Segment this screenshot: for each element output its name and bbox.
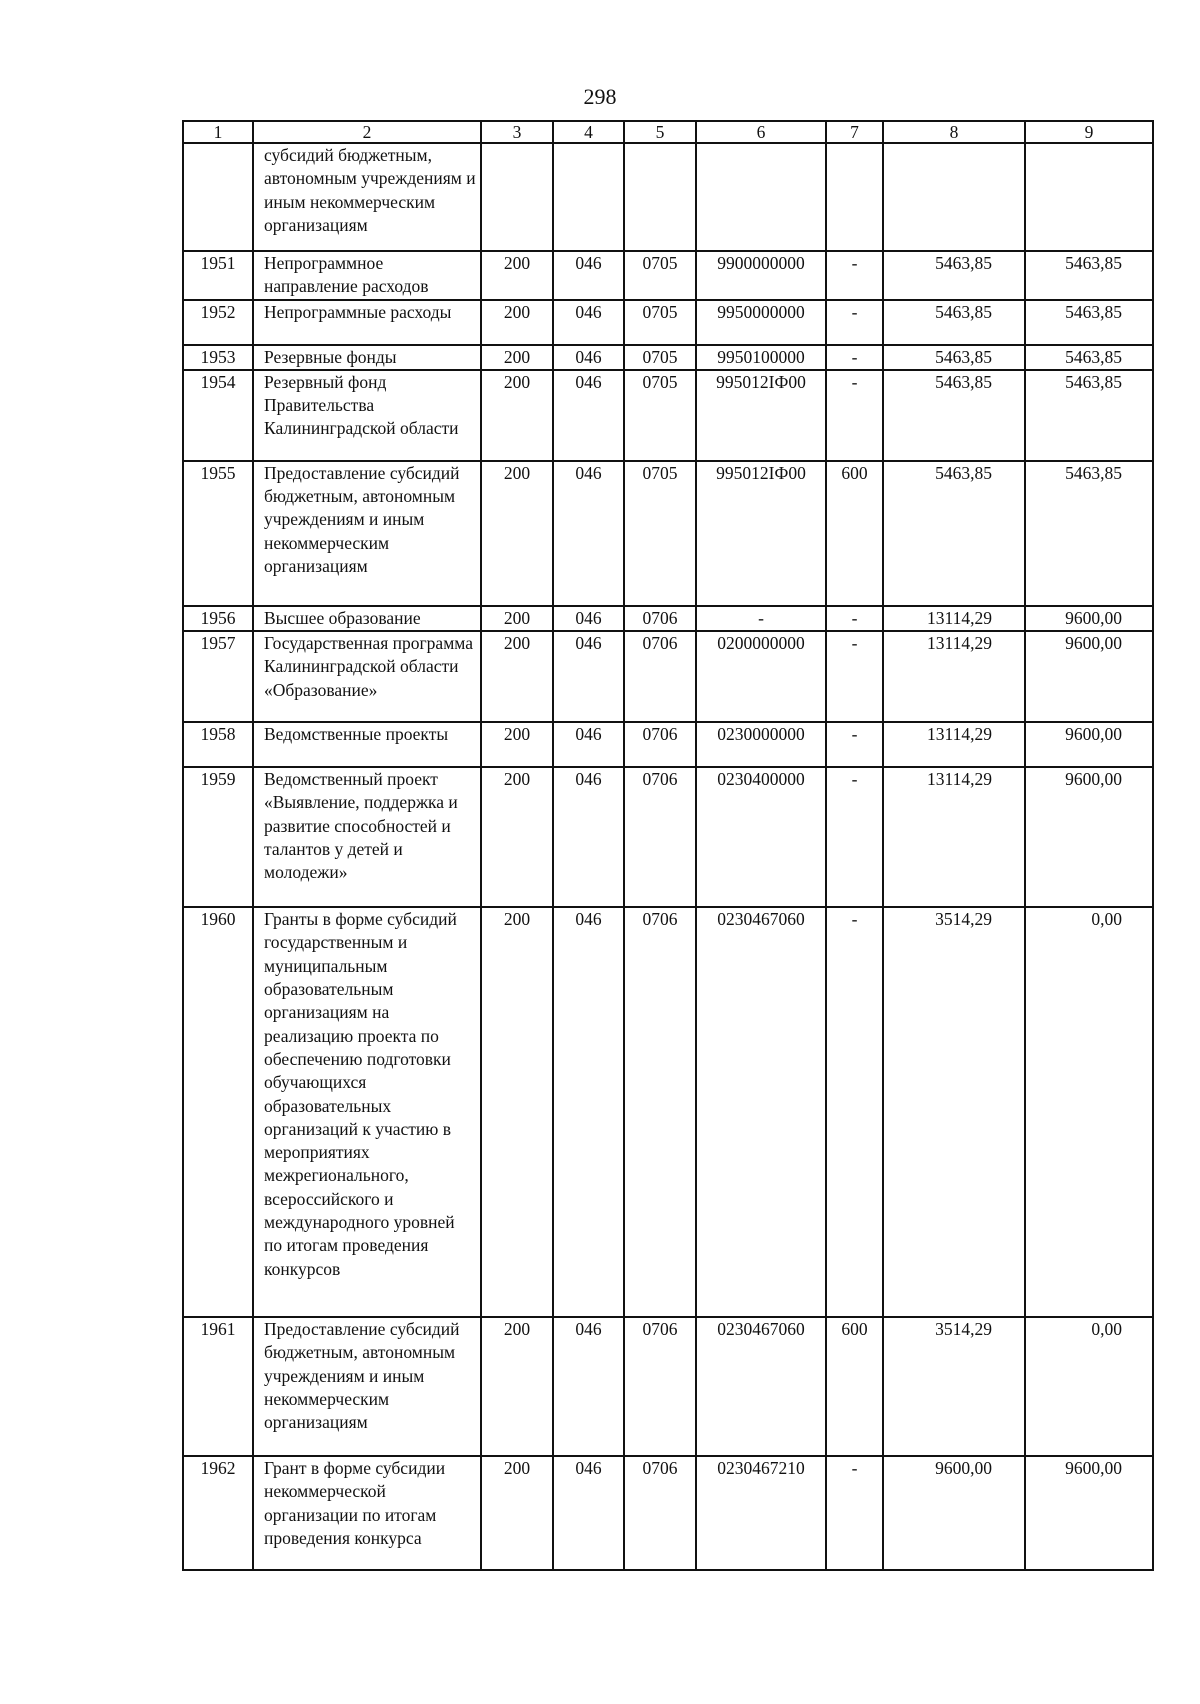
section-code-cell xyxy=(624,606,696,631)
table-row xyxy=(183,606,1153,631)
amount-col8-cell xyxy=(883,370,1025,461)
expense-type-cell xyxy=(826,370,883,461)
expense-type-cell-text: - xyxy=(851,909,858,930)
expense-type-cell xyxy=(826,606,883,631)
dept-code-cell-text: 046 xyxy=(575,1319,602,1340)
row-name-cell-text: Высшее образование xyxy=(264,607,421,628)
amount-col9-cell xyxy=(1025,907,1153,1317)
admin-code-cell-text: 200 xyxy=(503,301,531,322)
dept-code-cell xyxy=(553,631,624,722)
admin-code-cell xyxy=(481,606,553,631)
amount-col8-cell-text: 13114,29 xyxy=(927,633,992,654)
admin-code-cell xyxy=(481,251,553,300)
amount-col9-cell-text: 9600,00 xyxy=(1065,724,1122,745)
section-code-cell xyxy=(624,345,696,370)
target-code-cell-text: 0230467210 xyxy=(717,1458,805,1479)
amount-col9-cell-text: 9600,00 xyxy=(1065,1458,1122,1479)
row-number-cell-text: 1958 xyxy=(200,724,236,745)
admin-code-cell xyxy=(481,907,553,1317)
target-code-cell xyxy=(696,767,826,907)
expense-type-cell-text: 600 xyxy=(841,1319,868,1340)
dept-code-cell xyxy=(553,1317,624,1456)
dept-code-cell xyxy=(553,907,624,1317)
amount-col9-cell xyxy=(1025,251,1153,300)
target-code-cell-text: 9950100000 xyxy=(717,346,805,367)
dept-code-cell-text: 046 xyxy=(575,633,602,654)
admin-code-cell xyxy=(481,1456,553,1570)
target-code-cell-text: 0200000000 xyxy=(717,633,805,654)
expense-type-cell-text: - xyxy=(851,607,858,628)
dept-code-cell xyxy=(553,345,624,370)
admin-code-cell-text: 200 xyxy=(503,724,531,745)
amount-col8-cell xyxy=(883,1317,1025,1456)
amount-col8-cell-text: 13114,29 xyxy=(927,769,992,790)
amount-col9-cell xyxy=(1025,767,1153,907)
dept-code-cell-text: 046 xyxy=(575,346,602,367)
row-name-cell-text: Ведомственные проекты xyxy=(264,724,449,745)
section-code-cell xyxy=(624,767,696,907)
column-header-4: 4 xyxy=(553,121,624,143)
expense-type-cell-text: - xyxy=(851,253,858,273)
expense-type-cell-text: - xyxy=(851,769,858,790)
row-name-cell-text: Предоставление субсидий бюджетным, автономным учреждениям и иным некоммерческим организациям xyxy=(264,462,460,577)
section-code-cell-text: 0705 xyxy=(642,301,678,322)
amount-col8-cell-text: 3514,29 xyxy=(935,909,992,930)
expense-type-cell xyxy=(826,1456,883,1570)
row-name-cell xyxy=(253,722,481,767)
amount-col9-cell-text: 5463,85 xyxy=(1065,253,1122,273)
amount-col8-cell xyxy=(883,345,1025,370)
target-code-cell xyxy=(696,370,826,461)
amount-col9-cell xyxy=(1025,143,1153,251)
row-name-cell xyxy=(253,143,481,251)
amount-col8-cell-text: 9600,00 xyxy=(935,1458,992,1479)
amount-col9-cell-text: 0,00 xyxy=(1091,1319,1122,1340)
column-header-5: 5 xyxy=(624,121,696,143)
row-number-cell xyxy=(183,631,253,722)
expense-type-cell xyxy=(826,345,883,370)
target-code-cell xyxy=(696,143,826,251)
table-row xyxy=(183,1317,1153,1456)
row-name-cell-text: Грант в форме субсидии некоммерческой организации по итогам проведения конкурса xyxy=(264,1458,446,1549)
amount-col8-cell xyxy=(883,143,1025,251)
admin-code-cell-text: 200 xyxy=(503,607,531,628)
table-header-row xyxy=(183,121,1153,143)
row-number-cell xyxy=(183,345,253,370)
admin-code-cell xyxy=(481,461,553,606)
target-code-cell xyxy=(696,461,826,606)
target-code-cell-text: 0230000000 xyxy=(717,724,805,745)
section-code-cell xyxy=(624,1317,696,1456)
table-row xyxy=(183,345,1153,370)
page-number: 298 xyxy=(583,84,617,109)
amount-col8-cell-text: 3514,29 xyxy=(935,1319,992,1340)
dept-code-cell xyxy=(553,370,624,461)
expense-type-cell-text: - xyxy=(851,301,858,322)
table-row xyxy=(183,767,1153,907)
dept-code-cell xyxy=(553,1456,624,1570)
column-header-8: 8 xyxy=(883,121,1025,143)
expense-type-cell xyxy=(826,722,883,767)
section-code-cell xyxy=(624,300,696,345)
row-name-cell-text: субсидий бюджетным, автономным учреждениям и иным некоммерческим организациям xyxy=(264,145,476,235)
admin-code-cell xyxy=(481,345,553,370)
admin-code-cell xyxy=(481,722,553,767)
expense-type-cell xyxy=(826,907,883,1317)
table-row xyxy=(183,631,1153,722)
dept-code-cell-text: 046 xyxy=(575,724,602,745)
dept-code-cell-text: 046 xyxy=(575,253,602,273)
amount-col9-cell xyxy=(1025,631,1153,722)
section-code-cell xyxy=(624,461,696,606)
section-code-cell xyxy=(624,1456,696,1570)
amount-col8-cell-text: 13114,29 xyxy=(927,724,992,745)
amount-col9-cell xyxy=(1025,606,1153,631)
dept-code-cell-text: 046 xyxy=(575,462,602,483)
expense-type-cell xyxy=(826,300,883,345)
amount-col9-cell xyxy=(1025,1317,1153,1456)
row-number-cell xyxy=(183,300,253,345)
expense-type-cell-text: - xyxy=(851,1458,858,1479)
section-code-cell-text: 0705 xyxy=(642,462,678,483)
amount-col9-cell-text: 5463,85 xyxy=(1065,462,1122,483)
row-name-cell-text: Резервные фонды xyxy=(264,346,397,367)
row-number-cell-text: 1954 xyxy=(200,371,236,392)
section-code-cell-text: 0706 xyxy=(642,724,678,745)
dept-code-cell-text: 046 xyxy=(575,607,602,628)
amount-col9-cell-text: 9600,00 xyxy=(1065,607,1122,628)
amount-col9-cell xyxy=(1025,300,1153,345)
row-name-cell xyxy=(253,767,481,907)
row-name-cell xyxy=(253,461,481,606)
section-code-cell xyxy=(624,251,696,300)
row-name-cell-text: Государственная программа Калининградской области «Образование» xyxy=(264,633,473,700)
amount-col8-cell xyxy=(883,722,1025,767)
expense-type-cell-text: 600 xyxy=(841,462,868,483)
table-row xyxy=(183,370,1153,461)
amount-col8-cell-text: 5463,85 xyxy=(935,346,992,367)
row-name-cell xyxy=(253,1456,481,1570)
column-header-2: 2 xyxy=(253,121,481,143)
expense-type-cell-text: - xyxy=(851,633,858,654)
column-header-1: 1 xyxy=(183,121,253,143)
target-code-cell-text: 995012IФ00 xyxy=(716,371,806,392)
admin-code-cell-text: 200 xyxy=(503,633,531,654)
admin-code-cell-text: 200 xyxy=(503,253,531,273)
row-name-cell-text: Предоставление субсидий бюджетным, автономным учреждениям и иным некоммерческим организациям xyxy=(264,1319,460,1433)
table-row xyxy=(183,907,1153,1317)
amount-col9-cell xyxy=(1025,1456,1153,1570)
expense-type-cell xyxy=(826,251,883,300)
row-number-cell-text: 1962 xyxy=(200,1458,236,1479)
table-row xyxy=(183,1456,1153,1570)
row-number-cell-text: 1951 xyxy=(200,253,236,273)
section-code-cell-text: 0705 xyxy=(642,371,678,392)
table-row xyxy=(183,251,1153,300)
amount-col9-cell xyxy=(1025,722,1153,767)
target-code-cell xyxy=(696,251,826,300)
admin-code-cell-text: 200 xyxy=(503,371,531,392)
expense-type-cell-text: - xyxy=(851,724,858,745)
table-row xyxy=(183,461,1153,606)
target-code-cell-text: - xyxy=(758,607,764,628)
amount-col9-cell xyxy=(1025,345,1153,370)
target-code-cell xyxy=(696,722,826,767)
amount-col8-cell xyxy=(883,1456,1025,1570)
section-code-cell-text: 0706 xyxy=(642,607,678,628)
column-header-9: 9 xyxy=(1025,121,1153,143)
expense-type-cell-text: - xyxy=(851,346,858,367)
expense-type-cell xyxy=(826,631,883,722)
admin-code-cell xyxy=(481,143,553,251)
admin-code-cell-text: 200 xyxy=(503,909,531,930)
row-number-cell xyxy=(183,1456,253,1570)
admin-code-cell-text: 200 xyxy=(503,462,531,483)
row-name-cell-text: Резервный фонд Правительства Калининградской области xyxy=(264,371,459,439)
expense-type-cell-text: - xyxy=(851,371,858,392)
target-code-cell-text: 0230400000 xyxy=(717,769,805,790)
target-code-cell xyxy=(696,300,826,345)
row-number-cell xyxy=(183,606,253,631)
dept-code-cell xyxy=(553,767,624,907)
row-number-cell xyxy=(183,461,253,606)
row-number-cell xyxy=(183,143,253,251)
target-code-cell xyxy=(696,1456,826,1570)
row-number-cell xyxy=(183,1317,253,1456)
amount-col8-cell xyxy=(883,907,1025,1317)
amount-col8-cell xyxy=(883,631,1025,722)
target-code-cell xyxy=(696,345,826,370)
amount-col9-cell-text: 9600,00 xyxy=(1065,633,1122,654)
column-header-7: 7 xyxy=(826,121,883,143)
expense-type-cell xyxy=(826,1317,883,1456)
admin-code-cell-text: 200 xyxy=(503,346,531,367)
row-number-cell-text: 1960 xyxy=(200,909,236,930)
row-number-cell xyxy=(183,907,253,1317)
amount-col9-cell-text: 5463,85 xyxy=(1065,301,1122,322)
row-number-cell-text: 1956 xyxy=(200,607,236,628)
row-number-cell-text: 1952 xyxy=(200,301,236,322)
section-code-cell xyxy=(624,722,696,767)
table-row xyxy=(183,143,1153,251)
section-code-cell xyxy=(624,631,696,722)
amount-col9-cell xyxy=(1025,461,1153,606)
row-number-cell xyxy=(183,251,253,300)
dept-code-cell xyxy=(553,300,624,345)
amount-col8-cell xyxy=(883,300,1025,345)
expense-type-cell xyxy=(826,143,883,251)
admin-code-cell xyxy=(481,767,553,907)
admin-code-cell xyxy=(481,631,553,722)
section-code-cell xyxy=(624,370,696,461)
admin-code-cell xyxy=(481,370,553,461)
section-code-cell-text: 0706 xyxy=(642,1458,678,1479)
section-code-cell-text: 0705 xyxy=(642,346,678,367)
target-code-cell xyxy=(696,631,826,722)
admin-code-cell-text: 200 xyxy=(503,769,531,790)
section-code-cell-text: 0706 xyxy=(642,909,678,930)
section-code-cell-text: 0705 xyxy=(642,253,678,273)
amount-col8-cell-text: 5463,85 xyxy=(935,253,992,273)
section-code-cell-text: 0706 xyxy=(642,1319,678,1340)
expense-type-cell xyxy=(826,461,883,606)
dept-code-cell xyxy=(553,461,624,606)
row-name-cell xyxy=(253,606,481,631)
row-number-cell xyxy=(183,370,253,461)
row-number-cell-text: 1957 xyxy=(200,633,236,654)
row-name-cell xyxy=(253,251,481,300)
row-name-cell-text: Ведомственный проект «Выявление, поддержка и развитие способностей и талантов у детей и молодежи» xyxy=(264,769,458,883)
dept-code-cell-text: 046 xyxy=(575,301,602,322)
target-code-cell-text: 0230467060 xyxy=(717,1319,805,1340)
table-row xyxy=(183,300,1153,345)
row-name-cell-text: Гранты в форме субсидий государственным и муниципальным образовательным организациям на реализацию проекта по обеспечению подготовки обучающихся образовательных организаций к участию в мероприятиях межрегионального, всероссийского и международного уровней по итогам проведения конкурсов xyxy=(264,909,457,1279)
amount-col8-cell xyxy=(883,251,1025,300)
column-header-3: 3 xyxy=(481,121,553,143)
section-code-cell xyxy=(624,907,696,1317)
amount-col8-cell xyxy=(883,767,1025,907)
dept-code-cell-text: 046 xyxy=(575,1458,602,1479)
section-code-cell-text: 0706 xyxy=(642,633,678,654)
target-code-cell xyxy=(696,606,826,631)
amount-col8-cell xyxy=(883,606,1025,631)
amount-col8-cell-text: 13114,29 xyxy=(927,607,992,628)
table-row xyxy=(183,722,1153,767)
row-name-cell xyxy=(253,370,481,461)
amount-col9-cell-text: 5463,85 xyxy=(1065,346,1122,367)
row-name-cell xyxy=(253,1317,481,1456)
admin-code-cell xyxy=(481,300,553,345)
admin-code-cell-text: 200 xyxy=(503,1458,531,1479)
row-number-cell-text: 1959 xyxy=(200,769,236,790)
dept-code-cell-text: 046 xyxy=(575,769,602,790)
row-number-cell xyxy=(183,722,253,767)
row-name-cell xyxy=(253,300,481,345)
row-number-cell-text: 1961 xyxy=(200,1319,236,1340)
dept-code-cell xyxy=(553,606,624,631)
target-code-cell-text: 0230467060 xyxy=(717,909,805,930)
dept-code-cell-text: 046 xyxy=(575,371,602,392)
row-name-cell-text: Непрограммные расходы xyxy=(264,301,452,322)
dept-code-cell-text: 046 xyxy=(575,909,602,930)
row-name-cell xyxy=(253,907,481,1317)
amount-col8-cell xyxy=(883,461,1025,606)
amount-col8-cell-text: 5463,85 xyxy=(935,462,992,483)
amount-col9-cell-text: 5463,85 xyxy=(1065,371,1122,392)
amount-col8-cell-text: 5463,85 xyxy=(935,371,992,392)
target-code-cell xyxy=(696,907,826,1317)
row-number-cell xyxy=(183,767,253,907)
budget-table xyxy=(182,120,1154,1571)
section-code-cell-text: 0706 xyxy=(642,769,678,790)
dept-code-cell xyxy=(553,722,624,767)
row-name-cell-text: Непрограммное направление расходов xyxy=(264,253,429,297)
admin-code-cell-text: 200 xyxy=(503,1319,531,1340)
amount-col9-cell-text: 9600,00 xyxy=(1065,769,1122,790)
target-code-cell-text: 995012IФ00 xyxy=(716,462,806,483)
amount-col9-cell xyxy=(1025,370,1153,461)
target-code-cell xyxy=(696,1317,826,1456)
expense-type-cell xyxy=(826,767,883,907)
row-name-cell xyxy=(253,631,481,722)
target-code-cell-text: 9950000000 xyxy=(717,301,805,322)
admin-code-cell xyxy=(481,1317,553,1456)
row-name-cell xyxy=(253,345,481,370)
row-number-cell-text: 1955 xyxy=(200,462,236,483)
amount-col9-cell-text: 0,00 xyxy=(1091,909,1122,930)
dept-code-cell xyxy=(553,143,624,251)
row-number-cell-text: 1953 xyxy=(200,346,236,367)
target-code-cell-text: 9900000000 xyxy=(717,253,805,273)
amount-col8-cell-text: 5463,85 xyxy=(935,301,992,322)
section-code-cell xyxy=(624,143,696,251)
column-header-6: 6 xyxy=(696,121,826,143)
dept-code-cell xyxy=(553,251,624,300)
